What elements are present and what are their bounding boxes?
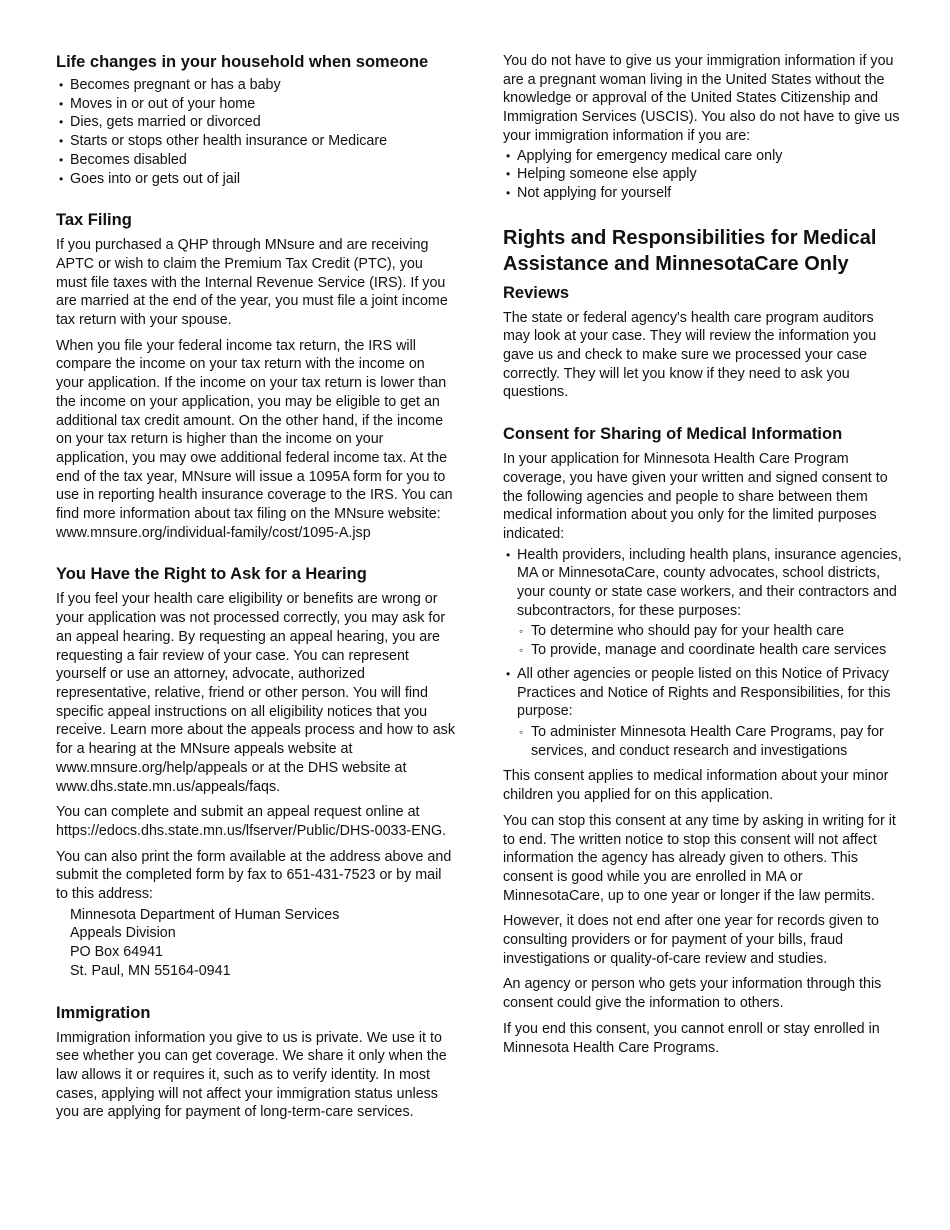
list-item: • Dies, gets married or divorced [56, 113, 456, 132]
consent-paragraph-1: This consent applies to medical information about your minor children you applied for on this application. [503, 768, 889, 804]
list-item: • Becomes disabled [56, 151, 456, 170]
mailing-address [56, 906, 456, 981]
tax-filing-section [56, 210, 456, 542]
list-item: • Starts or stops other health insurance or Medicare [56, 132, 456, 151]
address-line: PO Box 64941 [70, 944, 163, 961]
list-item: ◦ To provide, manage and coordinate health care services [517, 641, 903, 660]
address-line: Minnesota Department of Human Services [70, 906, 340, 923]
hearing-heading: You Have the Right to Ask for a Hearing [56, 565, 367, 584]
consent-paragraph-4: An agency or person who gets your information through this consent could give the information to others. [503, 976, 882, 1012]
reviews-heading: Reviews [503, 283, 570, 302]
list-item: • Goes into or gets out of jail [56, 170, 456, 189]
household-changes-heading: Life changes in your household when someone [56, 53, 429, 71]
consent-bullet-2: All other agencies or people listed on this Notice of Privacy Practices and Notice of Rights and Responsibilities, for this purpose: [517, 665, 891, 720]
immigration-continued-paragraph: You do not have to give us your immigration information if you are a pregnant woman living in the United States without the knowledge or approval of the United States Citizenship and Immigration Services (USCIS). You also do not have to give us your immigration information if you are: [503, 53, 900, 144]
list-item: • Moves in or out of your home [56, 95, 456, 114]
tax-filing-paragraph-1: If you purchased a QHP through MNsure and are receiving APTC or wish to claim the Premium Tax Credit (PTC), you must file taxes with the Internal Revenue Service (IRS). If you are married at the end of the year, you must file a joint income tax return with your spouse. [56, 237, 448, 329]
immigration-heading: Immigration [56, 1003, 151, 1022]
list-item: • Helping someone else apply [503, 165, 903, 184]
list-item [503, 665, 903, 761]
consent-paragraph-5: If you end this consent, you cannot enroll or stay enrolled in Minnesota Health Care Programs. [503, 1020, 880, 1056]
list-item: • Applying for emergency medical care only [503, 147, 903, 166]
consent-bullet-2-purposes [517, 723, 903, 760]
hearing-paragraph-3: You can also print the form available at the address above and submit the completed form by fax to 651-431-7523 or by mail to this address: [56, 848, 452, 903]
household-changes-list [56, 76, 456, 188]
immigration-exemptions-list [503, 147, 903, 203]
consent-paragraph-3: However, it does not end after one year for records given to consulting providers or for payment of your bills, fraud investigations or quality-of-care review and studies. [503, 913, 879, 967]
household-changes-section [56, 52, 456, 188]
list-item: • Becomes pregnant or has a baby [56, 76, 456, 95]
consent-bullet-1-purposes [517, 622, 903, 659]
consent-parties-list [503, 546, 903, 761]
consent-bullet-1: Health providers, including health plans, insurance agencies, MA or MinnesotaCare, county advocates, school districts, your county or state case workers, and their contractors and subcontractors, for these purposes: [517, 546, 902, 619]
immigration-section [56, 1003, 456, 1123]
right-column [503, 52, 903, 1057]
consent-intro: In your application for Minnesota Health Care Program coverage, you have given your written and signed consent to the following agencies and people to share between them medical information about you only for the limited purposes indicated: [503, 451, 888, 542]
list-item [503, 546, 903, 660]
hearing-paragraph-2: You can complete and submit an appeal request online at https://edocs.dhs.state.mn.us/lfserver/Public/DHS-0033-ENG. [56, 804, 447, 839]
list-item: ◦ To determine who should pay for your health care [517, 622, 903, 641]
tax-filing-heading: Tax Filing [56, 211, 132, 230]
address-line: St. Paul, MN 55164-0941 [70, 962, 231, 979]
reviews-section [503, 283, 903, 403]
list-item: • Not applying for yourself [503, 184, 903, 203]
hearing-section [56, 564, 456, 980]
consent-section [503, 424, 903, 1057]
address-line: Appeals Division [70, 925, 176, 942]
reviews-paragraph: The state or federal agency's health care program auditors may look at your case. They will review the information you gave us and check to make sure we processed your case correctly. They will let you know if they need to ask you questions. [503, 309, 877, 401]
hearing-paragraph-1: If you feel your health care eligibility or benefits are wrong or your application was not processed correctly, you may ask for an appeal hearing. By requesting an appeal hearing, you are requesting a fair review of your case. You can represent yourself or use an attorney, advocate, authorized representative, relative, friend or other person. You will find specific appeal instructions on all eligibility notices that you receive. Learn more about the appeals process and how to ask for a hearing at the MNsure appeals website at www.mnsure.org/help/appeals or at the DHS website at www.dhs.state.mn.us/appeals/faqs. [56, 591, 455, 795]
left-column [56, 52, 456, 1122]
immigration-continued-section [503, 52, 903, 203]
tax-filing-paragraph-2: When you file your federal income tax return, the IRS will compare the income on your tax return with the income on your application. If the income on your tax return is lower than the income on your application, you may be eligible to get an additional tax credit amount. On the other hand, if the income on your tax return is higher than the income on your application, you may owe additional federal income tax. At the end of the tax year, MNsure will issue a 1095A form for you to use in reporting health insurance coverage to the IRS. You can find more information about tax filing on the MNsure website: www.mnsure.org/individual-family/cost/1095-A.jsp [56, 337, 453, 541]
consent-paragraph-2: You can stop this consent at any time by asking in writing for it to end. The written notice to stop this consent will not affect information the agency has already given to others. This consent is good while you are enrolled in MA or MinnesotaCare, up to one year or longer if the law permits. [503, 812, 896, 904]
list-item: ◦ To administer Minnesota Health Care Programs, pay for services, and conduct research and investigations [517, 723, 903, 760]
rights-responsibilities-heading: Rights and Responsibilities for Medical Assistance and MinnesotaCare Only [503, 226, 877, 275]
immigration-paragraph: Immigration information you give to us is private. We use it to see whether you can get coverage. We share it only when the law allows it or requires it, such as to verify identity. In most cases, applying will not affect your immigration status unless you are applying for payment of long-term-care services. [56, 1029, 447, 1121]
consent-heading: Consent for Sharing of Medical Information [503, 425, 843, 444]
